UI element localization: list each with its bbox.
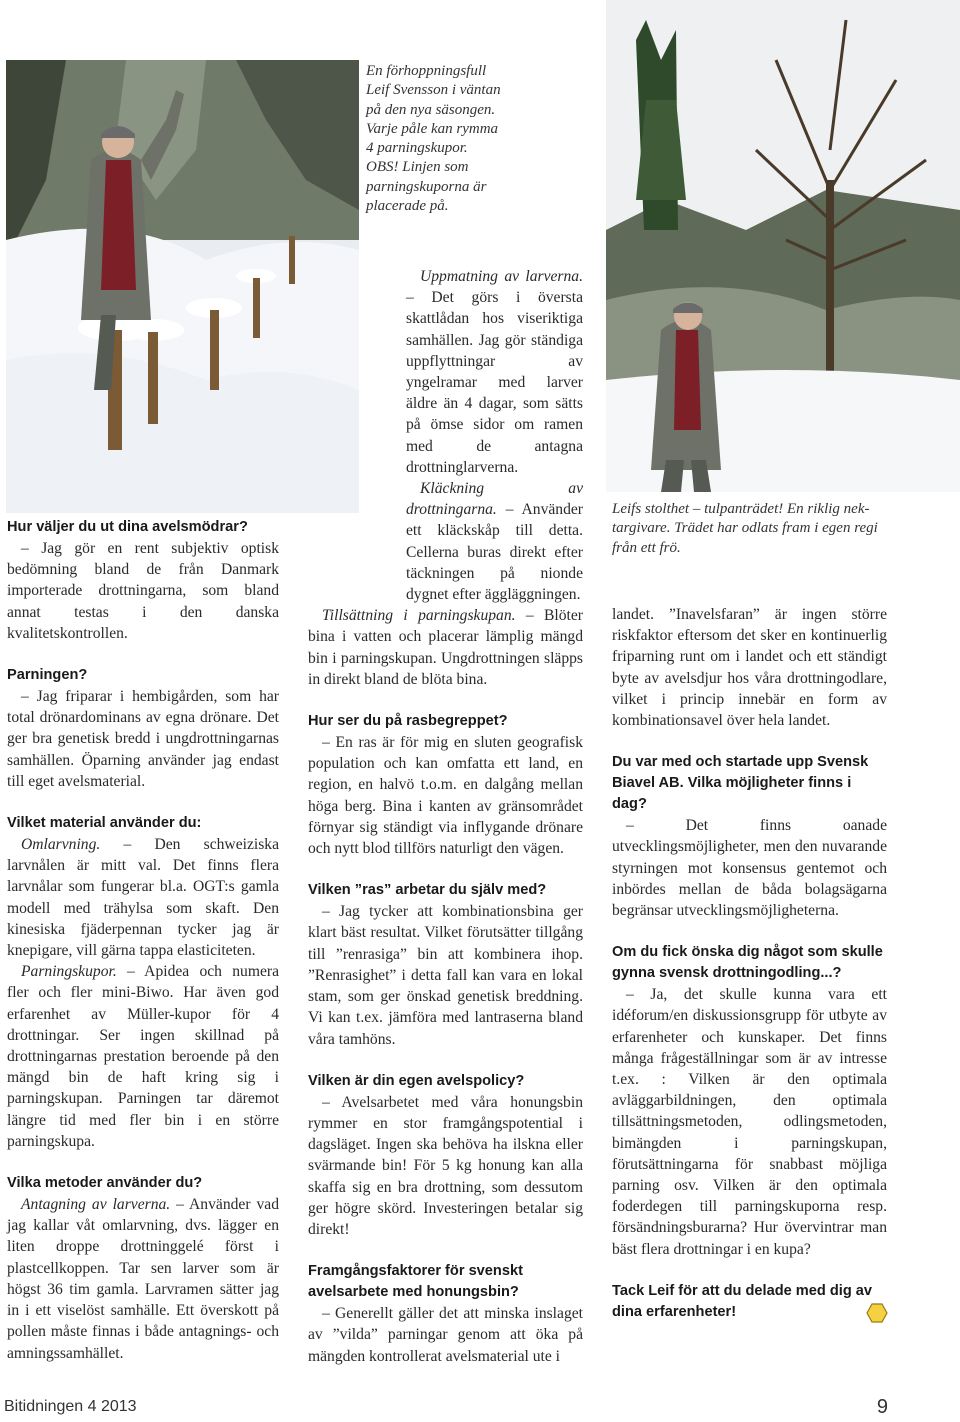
question-heading: Hur väljer du ut dina avelsmödrar? bbox=[7, 519, 248, 535]
answer-paragraph bbox=[7, 1194, 279, 1364]
photo-right-apple-tree bbox=[606, 0, 960, 492]
question-heading: Framgångsfaktorer för svenskt avelsarbete med honungsbin? bbox=[308, 1263, 523, 1301]
answer-paragraph bbox=[7, 961, 279, 1152]
caption-line: från ett frö. bbox=[612, 539, 681, 556]
answer-paragraph bbox=[406, 478, 583, 605]
column-2-top-indented bbox=[308, 266, 583, 605]
question-heading: Vilken är din egen avelspolicy? bbox=[308, 1072, 525, 1089]
question-heading: Om du fick önska dig något som skulle gynna svensk drottningodling...? bbox=[612, 944, 883, 982]
caption-line: En förhoppningsfull bbox=[366, 63, 487, 79]
answer-paragraph: – Jag friparar i hembigården, som har total drönardominans av egna drönare. Det ger bra genetisk bredd i ungdrottningarnas samhällen. Öparning använder jag endast till eget avelsmaterial. bbox=[7, 688, 279, 790]
answer-paragraph: – Ja, det skulle kunna vara ett idéforum/en diskussionsgrupp för utbyte av erfarenheter och kunskaper. Det finns många frågeställningar som är av intresse t.ex. : Vilken är den optimala avläggarbildningen, den optimala tillsättningsmetoden, odlingsmetoden, bimängden i parningskupan, förutsättningarna för snabbast möjliga parning osv. Vilken är den optimala foderdegen till parningskuporna resp. försändningsburarna? Hur övervintrar man bäst flera drottningar i en kupa? bbox=[612, 986, 887, 1258]
garden-snow-image bbox=[6, 60, 359, 513]
answer-paragraph: – Jag tycker att kombinationsbina ger klart bäst resultat. Vilket förutsätter tillgång till ”renrasiga” bin att kombinera ihop. ”Renrasighet” i detta fall kan vara en lokal stam, som ger önskad genetisk breddning. Vi kan t.ex. jämföra med lantraserna bland våra tamhöns. bbox=[308, 903, 583, 1048]
answer-text: – Använder ett kläckskåp till detta. Cellerna buras direkt efter täckningen på nionde dygnet efter äggläggningen. bbox=[406, 501, 583, 604]
caption-line: 4 parningskupor. bbox=[366, 140, 468, 157]
photo-caption-top bbox=[366, 62, 566, 216]
page-number: 9 bbox=[876, 1396, 888, 1418]
answer-text: – Det görs i översta skattlådan hos viseriktiga samhällen. Jag gör ständiga uppflyttningar av yngelramar med larver äldre än 4 dagar, som sätts på ömse sidor om ramen med de antagna drottninglarverna. bbox=[406, 289, 583, 476]
subheading-italic: Omlarvning. bbox=[21, 836, 101, 854]
question-heading: Vilken ”ras” arbetar du själv med? bbox=[308, 882, 547, 899]
tree-snow-image bbox=[606, 0, 960, 492]
caption-line: Leif Svensson i väntan bbox=[366, 82, 501, 99]
answer-text: – Blöter bina i vatten och placerar lämplig mängd bin i parningskupan. Ungdrottningen släpps in direkt bland de blöta bina. bbox=[308, 607, 584, 688]
caption-line: på den nya säsongen. bbox=[366, 101, 496, 118]
photo-caption-right bbox=[612, 500, 912, 558]
question-heading: Parningen? bbox=[7, 667, 88, 684]
column-1 bbox=[7, 517, 279, 1364]
column-2 bbox=[308, 266, 583, 1367]
question-heading: Hur ser du på rasbegreppet? bbox=[308, 713, 508, 730]
question-heading: Du var med och startade upp Svensk Biavel AB. Vilka möjligheter finns i dag? bbox=[612, 754, 869, 813]
caption-line: parningskuporna är bbox=[366, 178, 487, 195]
end-mark-hexagon-icon bbox=[866, 1302, 888, 1324]
answer-paragraph: – Jag gör en rent subjektiv optisk bedömning bland de från Danmark importerade drottningarna, som bland annat testas i den danska kvalitetskontrollen. bbox=[7, 540, 279, 642]
answer-paragraph: – En ras är för mig en sluten geografisk population och kan omfatta ett land, en region, en halvö t.o.m. en dalgång mellan höga berg. Bina i kanten av gränsområdet förnyar sig ständigt via inflygande drönare och nytt blod tillförs naturligt den vägen. bbox=[308, 734, 583, 858]
subheading-italic: Parningskupor. bbox=[21, 963, 117, 981]
answer-text: – Använder vad jag kallar våt omlarvning, dvs. lägger en liten droppe drottninggelé först i plastcellkoppen. Tar sen larver som är högst 36 tim gamla. Larvramen sätter jag in i ett viselöst samhälle. Ett överskott på pollen måste finnas i både antagnings- och amningssamhället. bbox=[7, 1196, 279, 1362]
answer-paragraph bbox=[308, 605, 583, 690]
photo-left-garden bbox=[6, 60, 359, 513]
subheading-italic: Antagning av larverna. bbox=[21, 1196, 171, 1214]
answer-text: – Den schweiziska larvnålen är mitt val. Det finns flera larvnålar som fungerar bl.a. OGT:s gamla modell med trähylsa som skaft. Den kinesiska fjäderpennan tycker jag är knepigare, vill gärna tappa elasticiteten. bbox=[7, 836, 279, 960]
footer-publication: Bitidningen 4 2013 bbox=[4, 1398, 137, 1415]
answer-paragraph: – Avelsarbetet med våra honungsbin rymmer en stor framgångspotential i dagsläget. Ingen ska behöva ha ilskna eller svärmande bin! För 5 kg honung kan alla skaffa sig en bra drottning, som dessutom ger högre skörd. Investeringen betalar sig direkt! bbox=[308, 1093, 583, 1238]
caption-line: Varje påle kan rymma bbox=[366, 120, 499, 137]
caption-line: Leifs stolthet – tulpanträdet! En riklig nek- bbox=[612, 501, 870, 517]
column-3 bbox=[612, 604, 887, 1323]
answer-paragraph bbox=[7, 834, 279, 961]
caption-line: OBS! Linjen som bbox=[366, 159, 469, 176]
answer-paragraph: – Generellt gäller det att minska inslaget av ”vilda” parningar genom att öka på mängden kontrollerat avelsmaterial ute i bbox=[308, 1305, 583, 1365]
caption-line: placerade på. bbox=[366, 198, 449, 215]
answer-paragraph bbox=[406, 266, 583, 478]
closing-thanks: Tack Leif för att du delade med dig av dina erfarenheter! bbox=[612, 1282, 873, 1320]
answer-text: – Apidea och numera fler och fler mini-Biwo. Har även god erfarenhet av Müller-kupor för 4 drottningar. Ser ingen skillnad på drottningarnas prestation beroende på den mängd bin de haft kring sig i parningskupan. Parningen tar däremot längre tid med fler bin i en större parningskupa. bbox=[7, 963, 279, 1150]
answer-paragraph: – Det finns oanade utvecklingsmöjligheter, men den nuvarande styrningen mot konsensus gentemot och inbördes mellan de båda bolagsägarna begränsar utvecklingsmöjligheterna. bbox=[612, 817, 887, 920]
subheading-italic: Uppmatning av larverna. bbox=[420, 268, 583, 285]
question-heading: Vilka metoder använder du? bbox=[7, 1175, 203, 1192]
answer-paragraph: landet. ”Inavelsfaran” är ingen större riskfaktor eftersom det sker en kontinuerlig friparning runt om i landet och ett ständigt byte av avelsdjur hos våra drottningodlare, vilket i princip innebär en form av kombinationsavel över hela landet. bbox=[612, 606, 887, 730]
subheading-italic: Kläckning av drottningarna. bbox=[406, 480, 583, 519]
question-heading: Vilket material använder du: bbox=[7, 815, 202, 832]
caption-line: targivare. Trädet har odlats fram i egen regi bbox=[612, 520, 878, 537]
subheading-italic: Tillsättning i parningskupan. bbox=[322, 607, 516, 625]
